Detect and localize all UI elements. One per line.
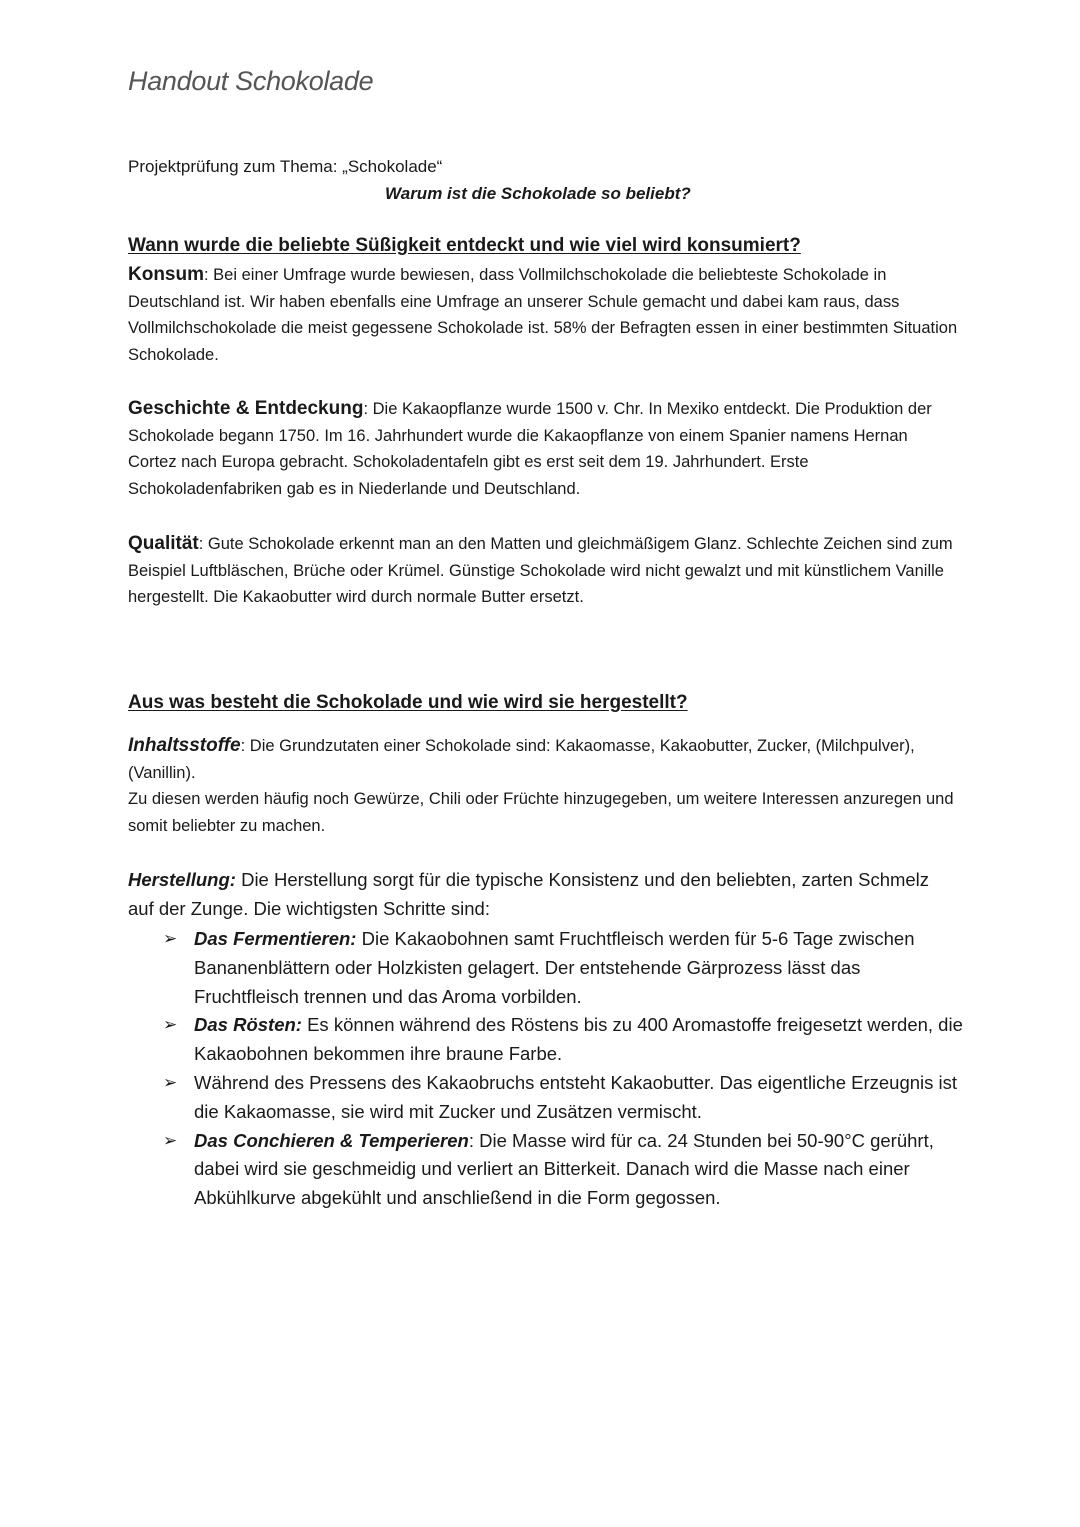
- paragraph-inhaltsstoffe: [128, 733, 958, 839]
- paragraph-qualitaet: [128, 531, 958, 611]
- term-qualitaet: Qualität: [128, 533, 199, 554]
- production-steps-list: [163, 925, 963, 1213]
- arrow-bullet-icon: ➢: [163, 1072, 178, 1092]
- step-text: Während des Pressens des Kakaobruchs entsteht Kakaobutter. Das eigentliche Erzeugnis ist die Kakaomasse, sie wird mit Zucker und Zusätzen vermischt.: [194, 1071, 958, 1122]
- section-heading-consumption: Wann wurde die beliebte Süßigkeit entdeckt und wie viel wird konsumiert?: [128, 235, 801, 256]
- step-text: Es können während des Röstens bis zu 400 Aromastoffe freigesetzt werden, die Kakaobohnen bekommen ihre braune Farbe.: [194, 1014, 963, 1065]
- arrow-bullet-icon: ➢: [163, 1130, 178, 1150]
- step-title: Das Rösten:: [194, 1014, 302, 1036]
- text-herstellung: Die Herstellung sorgt für die typische Konsistenz und den beliebten, zarten Schmelz auf der Zunge. Die wichtigsten Schritte sind:: [128, 869, 930, 919]
- project-line: Projektprüfung zum Thema: „Schokolade“: [128, 157, 443, 176]
- paragraph-geschichte: [128, 396, 958, 502]
- document-subtitle: Warum ist die Schokolade so beliebt?: [385, 184, 691, 203]
- list-item: [163, 925, 963, 1011]
- text-qualitaet: : Gute Schokolade erkennt man an den Matten und gleichmäßigem Glanz. Schlechte Zeichen sind zum Beispiel Luftbläschen, Brüche oder Krümel. Günstige Schokolade wird nicht gewalzt und mit künstlichem Vanille hergestellt. Die Kakaobutter wird durch normale Butter ersetzt.: [128, 535, 953, 607]
- arrow-bullet-icon: ➢: [163, 1015, 178, 1035]
- text-inhaltsstoffe-2: Zu diesen werden häufig noch Gewürze, Chili oder Früchte hinzugegeben, um weitere Interessen anzuregen und somit beliebter zu machen.: [128, 790, 954, 835]
- term-konsum: Konsum: [128, 264, 204, 285]
- step-title: Das Fermentieren:: [194, 928, 357, 949]
- term-inhaltsstoffe: Inhaltsstoffe: [128, 735, 241, 756]
- step-text: Die Masse wird für ca. 24 Stunden bei 50-90°C gerührt, dabei wird sie geschmeidig und verliert an Bitterkeit. Danach wird die Masse nach einer Abkühlkurve abgekühlt und anschließend in die Form gegossen.: [194, 1129, 934, 1209]
- step-text: Die Kakaobohnen samt Fruchtfleisch werden für 5-6 Tage zwischen Bananenblättern oder Holzkisten gelagert. Der entstehende Gärprozess lässt das Fruchtfleisch trennen und das Aroma vorbilden.: [194, 928, 915, 1007]
- step-title-colon: :: [468, 1129, 474, 1151]
- term-geschichte: Geschichte & Entdeckung: [128, 398, 364, 419]
- term-herstellung: Herstellung:: [128, 869, 236, 890]
- list-item: [163, 1011, 963, 1069]
- step-title: Das Conchieren & Temperieren: [194, 1129, 469, 1151]
- text-geschichte: : Die Kakaopflanze wurde 1500 v. Chr. In Mexiko entdeckt. Die Produktion der Schokolade begann 1750. Im 16. Jahrhundert wurde die Kakaopflanze von einem Spanier namens Hernan Cortez nach Europa gebracht. Schokoladentafeln gibt es erst seit dem 19. Jahrhundert. Erste Schokoladenfabriken gab es in Niederlande und Deutschland.: [128, 400, 932, 498]
- arrow-bullet-icon: ➢: [163, 929, 178, 948]
- section-heading-production: Aus was besteht die Schokolade und wie wird sie hergestellt?: [128, 692, 688, 713]
- header-title: Handout Schokolade: [128, 66, 374, 96]
- list-item: [163, 1069, 963, 1127]
- list-item: [163, 1127, 963, 1213]
- text-inhaltsstoffe: : Die Grundzutaten einer Schokolade sind: Kakaomasse, Kakaobutter, Zucker, (Milchpulver), (Vanillin).: [128, 737, 915, 782]
- text-konsum: : Bei einer Umfrage wurde bewiesen, dass Vollmilchschokolade die beliebteste Schokolade in Deutschland ist. Wir haben ebenfalls eine Umfrage an unserer Schule gemacht und dabei kam raus, dass Vollmilchschokolade die meist gegessene Schokolade ist. 58% der Befragten essen in einer bestimmten Situation Schokolade.: [128, 266, 958, 364]
- paragraph-herstellung: [128, 866, 958, 924]
- paragraph-konsum: [128, 262, 958, 368]
